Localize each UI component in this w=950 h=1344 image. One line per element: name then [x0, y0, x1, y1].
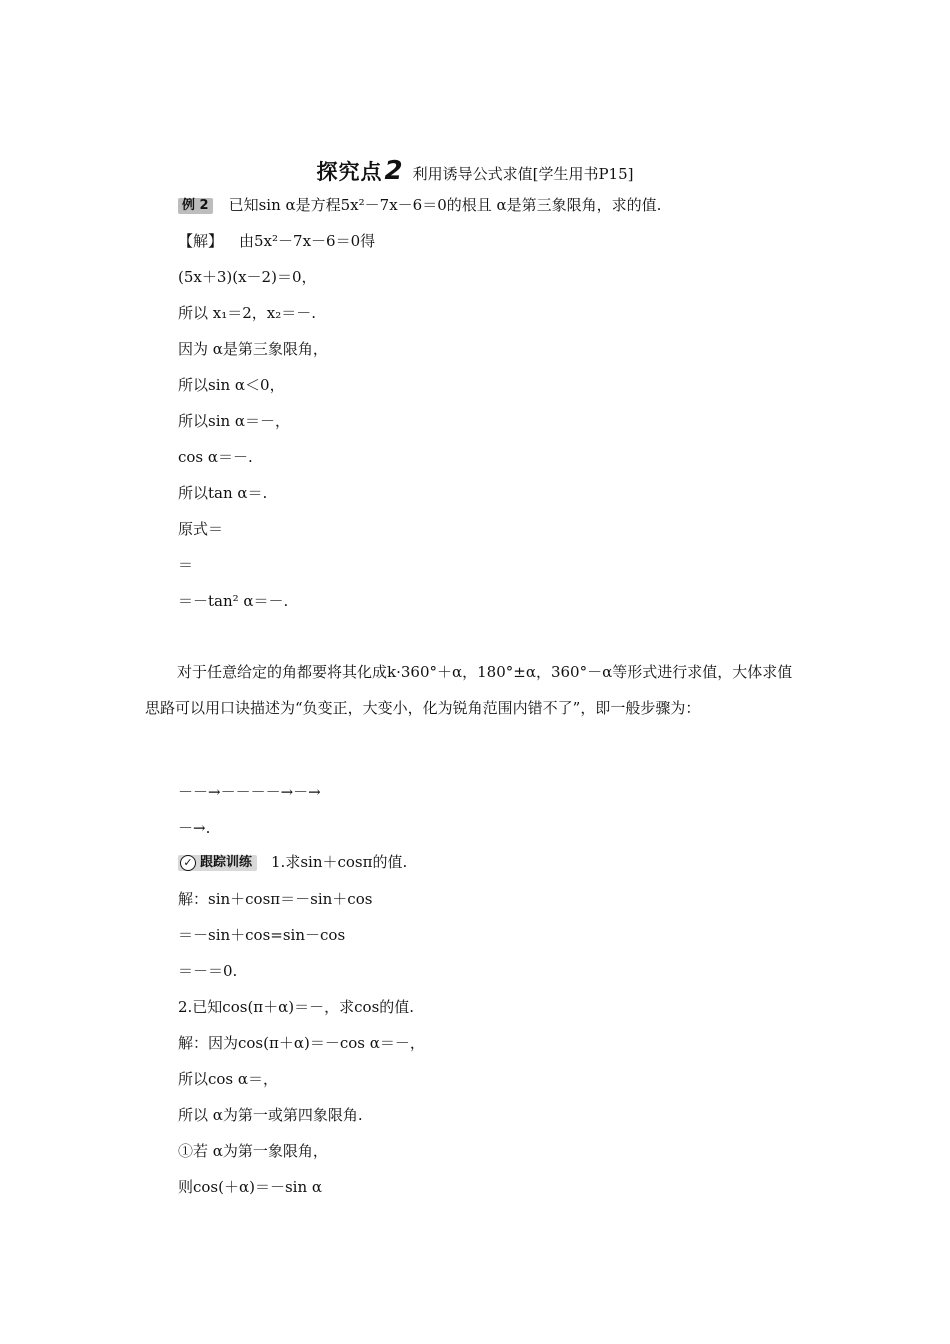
solution-line-5: 所以sin α＝－，	[178, 412, 291, 430]
heading-number: 2	[384, 156, 403, 186]
solution-line-7: 所以tan α＝.	[178, 484, 268, 502]
heading-subtitle: 利用诱导公式求值[学生用书P15]	[412, 165, 634, 183]
practice-badge	[178, 855, 257, 871]
practice-q2: 2.已知cos(π＋α)＝－，求cos的值.	[178, 998, 415, 1016]
example-problem: 已知sin α是方程5x²－7x－6＝0的根且 α是第三象限角，求的值.	[228, 196, 662, 214]
practice-badge-label: 跟踪训练	[200, 855, 253, 870]
practice-q1-line-0: 解：sin＋cosπ＝－sin＋cos	[178, 890, 373, 908]
practice-q1-line-2: ＝－＝0.	[178, 962, 238, 980]
practice-q1: 1.求sin＋cosπ的值.	[271, 853, 408, 871]
practice-q1-line-1: ＝－sin＋cos=sin－cos	[178, 926, 346, 944]
solution-line-0	[178, 231, 375, 251]
solution-line-8: 原式＝	[178, 520, 224, 538]
solution-label: 【解】	[178, 232, 224, 250]
solution-line-10: ＝－tan² α＝－.	[178, 592, 289, 610]
solution-line-1: (5x＋3)(x－2)＝0，	[178, 268, 317, 286]
solution-line-9: ＝	[178, 556, 194, 574]
heading-title: 探究点	[316, 160, 383, 184]
example-line	[178, 195, 661, 215]
check-circle-icon: ✓	[180, 855, 196, 871]
solution-line-2: 所以 x₁＝2，x₂＝－.	[178, 304, 317, 322]
method-paragraph: 对于任意给定的角都要将其化成k·360°＋α，180°±α，360°－α等形式进行求值，大体求值思路可以用口诀描述为“负变正，大变小，化为锐角范围内错不了”，即一般步骤为：	[145, 663, 793, 717]
method-arrow-line-1: －－→－－－－→－→	[178, 783, 321, 801]
practice-q2-line-4: 则cos(＋α)＝－sin α	[178, 1178, 323, 1196]
practice-q2-line-0: 解：因为cos(π＋α)＝－cos α＝－，	[178, 1034, 425, 1052]
solution-line-6: cos α＝－.	[178, 448, 253, 466]
example-badge: 例 2	[178, 198, 213, 214]
solution-line-3: 因为 α是第三象限角，	[178, 340, 328, 358]
solution-text: 由5x²－7x－6＝0得	[239, 232, 376, 250]
practice-q2-line-3: ①若 α为第一象限角，	[178, 1142, 328, 1160]
practice-q2-line-2: 所以 α为第一或第四象限角.	[178, 1106, 363, 1124]
solution-line-4: 所以sin α＜0，	[178, 376, 285, 394]
practice-q1-line	[178, 852, 407, 872]
practice-q2-line-1: 所以cos α＝，	[178, 1070, 279, 1088]
section-heading	[0, 156, 950, 186]
method-arrow-line-2: －→.	[178, 819, 211, 837]
